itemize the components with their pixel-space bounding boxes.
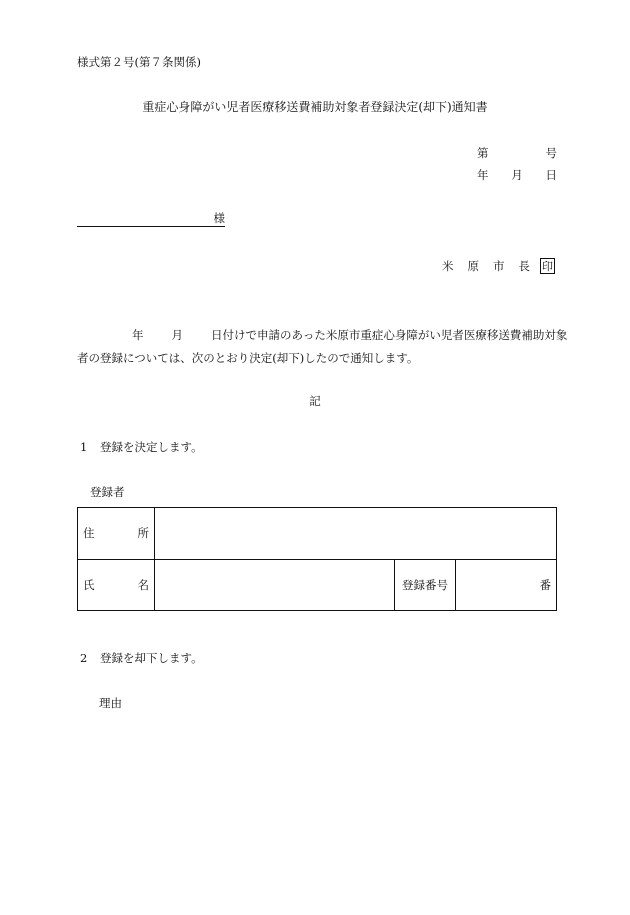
item-text: 登録を却下します。 [100,651,203,665]
reason-label: 理由 [99,696,122,710]
seal-mark: 印 [542,259,553,273]
table-row [78,508,557,560]
table-row [78,559,557,611]
registrant-table [77,507,557,611]
item-approve [80,439,203,455]
address-label-cell [78,508,155,560]
form-code: 様式第２号(第７条関係) [77,55,201,69]
name-value-cell[interactable] [155,559,395,611]
mayor-signature [442,258,555,274]
address-label-char: 所 [137,526,149,541]
address-label-char: 住 [83,526,95,541]
mayor-char: 米 [442,259,454,273]
item-text: 登録を決定します。 [100,440,203,454]
regno-label-cell: 登録番号 [395,559,456,611]
body-rest: 日付けで申請のあった米原市重症心身障がい児者医療移送費補助対象 [211,328,568,342]
item-reject [80,650,203,666]
ki-heading: 記 [309,394,321,408]
mayor-char: 長 [518,259,530,273]
document-number-line [477,145,557,161]
date-month: 月 [511,168,523,182]
body-year: 年 [132,328,144,342]
mayor-char: 原 [467,259,479,273]
body-line-2: 者の登録については、次のとおり決定(却下)したので通知します。 [77,351,419,365]
name-label-char: 氏 [83,577,95,592]
registrant-label: 登録者 [90,485,125,499]
body-line-1 [77,324,568,347]
date-line [477,167,557,183]
name-label-char: 名 [137,577,149,592]
body-month: 月 [171,328,183,342]
regno-value-cell[interactable] [456,559,557,611]
item-number: 2 [80,651,88,665]
regno-suffix: 番 [539,577,551,592]
number-prefix: 第 [477,146,489,160]
addressee-line [77,212,225,227]
document-title: 重症心身障がい児者医療移送費補助対象者登録決定(却下)通知書 [142,100,488,114]
mayor-char: 市 [493,259,505,273]
date-year: 年 [477,168,489,182]
number-suffix: 号 [545,146,557,160]
item-number: 1 [80,440,88,454]
notice-body [77,324,568,370]
addressee-suffix: 様 [213,211,225,225]
address-value-cell[interactable] [155,508,557,560]
name-label-cell [78,559,155,611]
date-day: 日 [545,168,557,182]
